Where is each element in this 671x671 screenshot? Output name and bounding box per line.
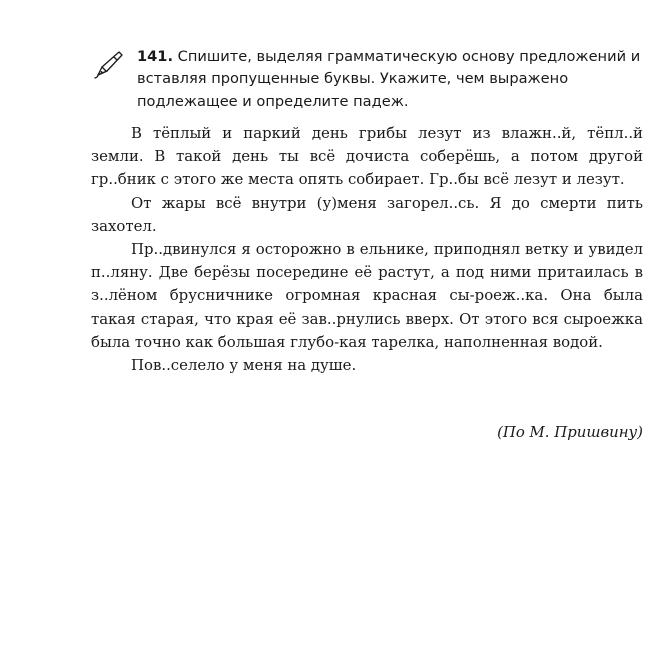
paragraph-2: От жары всё внутри (у)меня загорел..сь. Я до смерти пить захотел.: [91, 193, 643, 235]
instruction-text: Спишите, выделяя грамматическую основу предложений и вставляя пропущенные буквы. Укажите, чем выражено подлежащее и определите падеж.: [137, 48, 641, 110]
exercise-instruction: [137, 46, 643, 113]
paragraph-1: В тёплый и паркий день грибы лезут из влажн..й, тёпл..й земли. В такой день ты всё дочиста соберёшь, а потом другой гр..бник с этого же места опять собирает. Гр..бы всё лезут и лезут.: [91, 124, 643, 189]
paragraph-4: Пов..селело у меня на душе.: [131, 356, 357, 375]
attribution: (По М. Пришвину): [497, 423, 643, 441]
exercise-text: [91, 122, 643, 377]
exercise-number: 141.: [137, 48, 174, 65]
paragraph-3: Пр..двинулся я осторожно в ельнике, приподнял ветку и увидел п..ляну. Две берёзы посередине её растут, а под ними притаилась в з..лёном брусничнике огромная красная сы-роеж..ка. Она была такая старая, что края её зав..рнулись вверх. От этого вся сыроежка была точно как большая глубо-кая тарелка, наполненная водой.: [91, 240, 643, 351]
pen-icon: [92, 47, 126, 81]
